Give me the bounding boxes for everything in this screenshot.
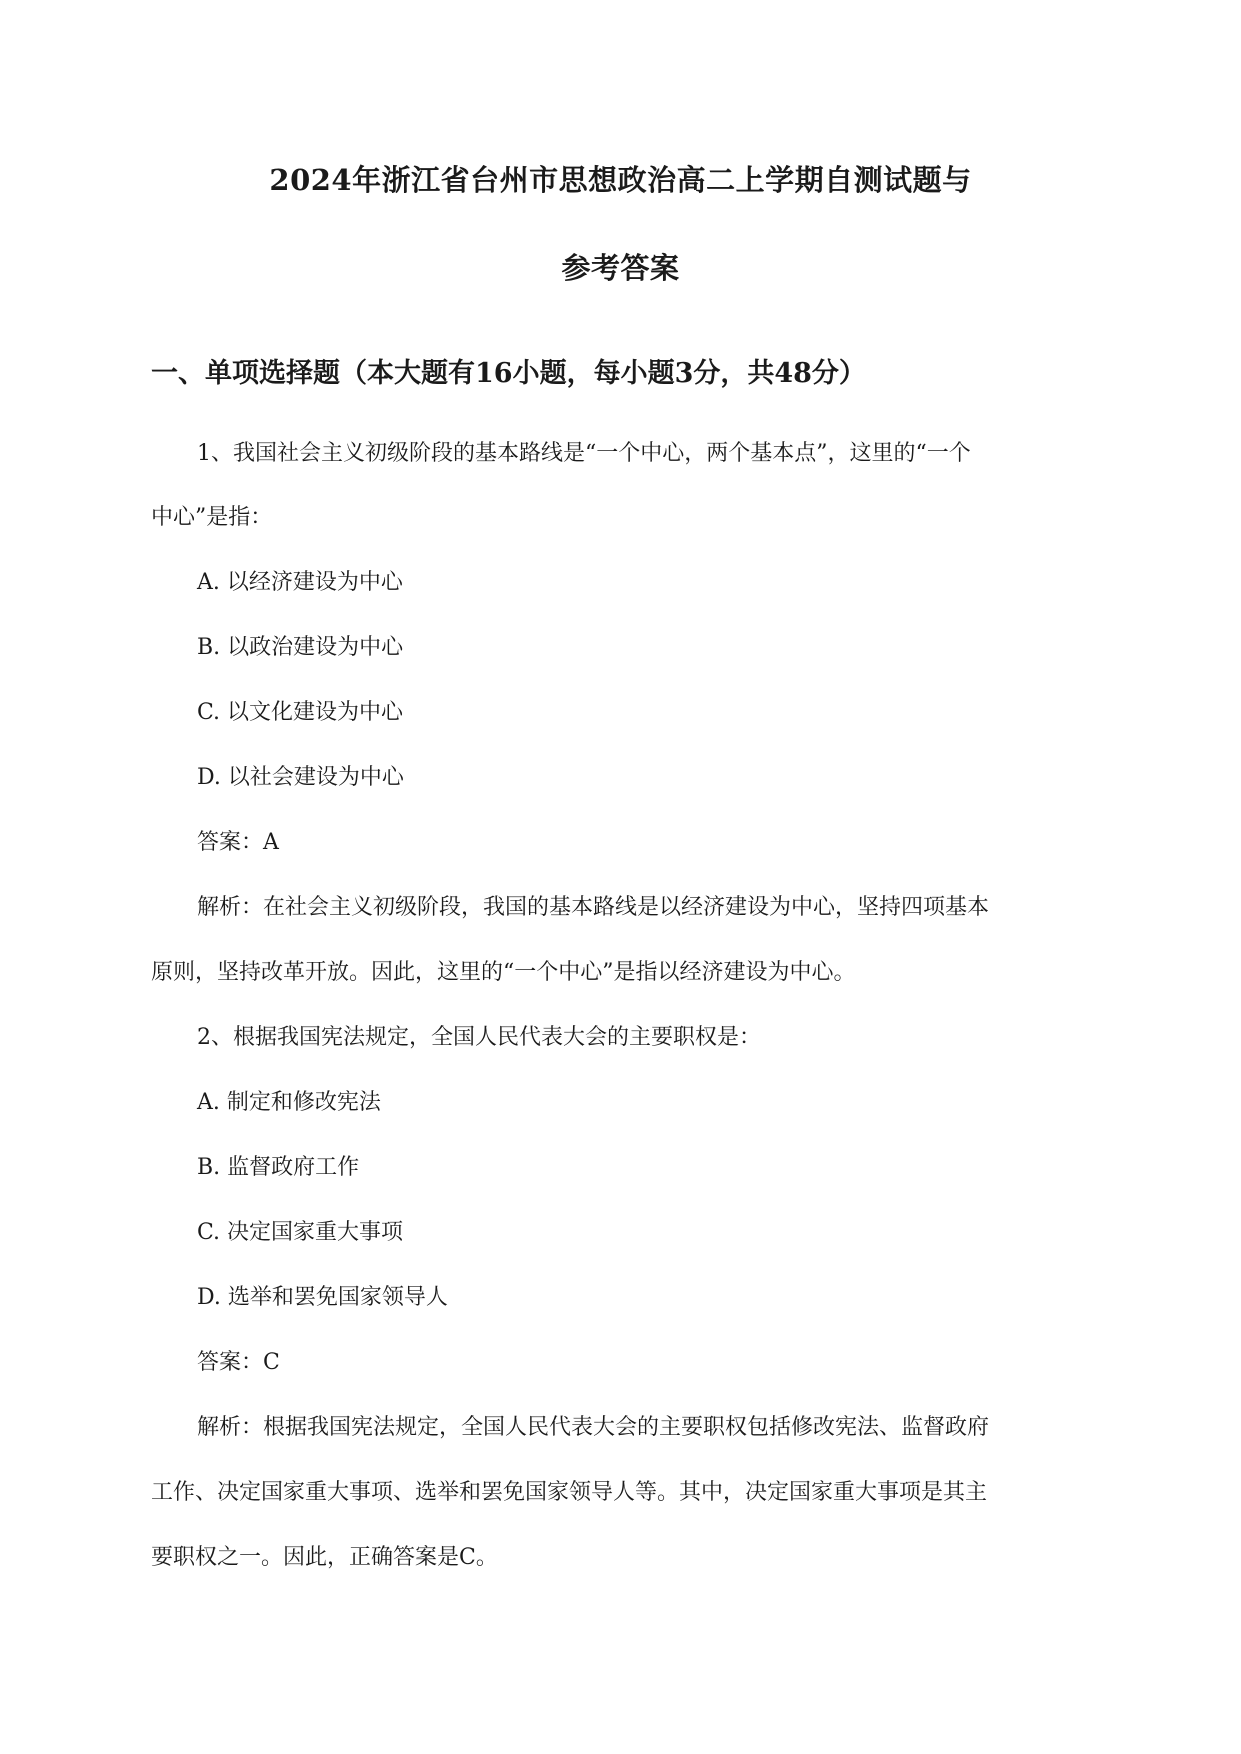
section-heading: 一、单项选择题（本大题有16小题，每小题3分，共48分） bbox=[151, 358, 866, 389]
document-title-line-2: 参考答案 bbox=[561, 251, 680, 285]
question-2-analysis-line-2: 工作、决定国家重大事项、选举和罢免国家领导人等。其中，决定国家重大事项是其主 bbox=[151, 1480, 988, 1505]
question-1-stem-line-1: 1、我国社会主义初级阶段的基本路线是“一个中心，两个基本点”，这里的“一个 bbox=[197, 441, 971, 466]
question-1-answer: 答案：A bbox=[197, 830, 279, 855]
question-1-analysis-line-2: 原则，坚持改革开放。因此，这里的“一个中心”是指以经济建设为中心。 bbox=[151, 960, 856, 985]
question-2-analysis-line-3: 要职权之一。因此，正确答案是C。 bbox=[151, 1545, 498, 1570]
question-2-option-d: D. 选举和罢免国家领导人 bbox=[197, 1285, 448, 1310]
question-2-option-a: A. 制定和修改宪法 bbox=[197, 1090, 381, 1115]
question-2-answer: 答案：C bbox=[197, 1350, 280, 1375]
question-1-stem-line-2: 中心”是指： bbox=[151, 505, 273, 530]
question-2-analysis-line-1: 解析：根据我国宪法规定，全国人民代表大会的主要职权包括修改宪法、监督政府 bbox=[197, 1415, 990, 1440]
question-1-option-a: A. 以经济建设为中心 bbox=[197, 570, 403, 595]
question-1-option-d: D. 以社会建设为中心 bbox=[197, 765, 404, 790]
question-2-option-c: C. 决定国家重大事项 bbox=[197, 1220, 404, 1245]
question-1-analysis-line-1: 解析：在社会主义初级阶段，我国的基本路线是以经济建设为中心，坚持四项基本 bbox=[197, 895, 990, 920]
document-title-line-1: 2024年浙江省台州市思想政治高二上学期自测试题与 bbox=[269, 163, 972, 197]
question-1-option-c: C. 以文化建设为中心 bbox=[197, 700, 404, 725]
question-1-option-b: B. 以政治建设为中心 bbox=[197, 635, 404, 660]
question-2-stem: 2、根据我国宪法规定，全国人民代表大会的主要职权是： bbox=[197, 1025, 761, 1050]
question-2-option-b: B. 监督政府工作 bbox=[197, 1155, 360, 1180]
